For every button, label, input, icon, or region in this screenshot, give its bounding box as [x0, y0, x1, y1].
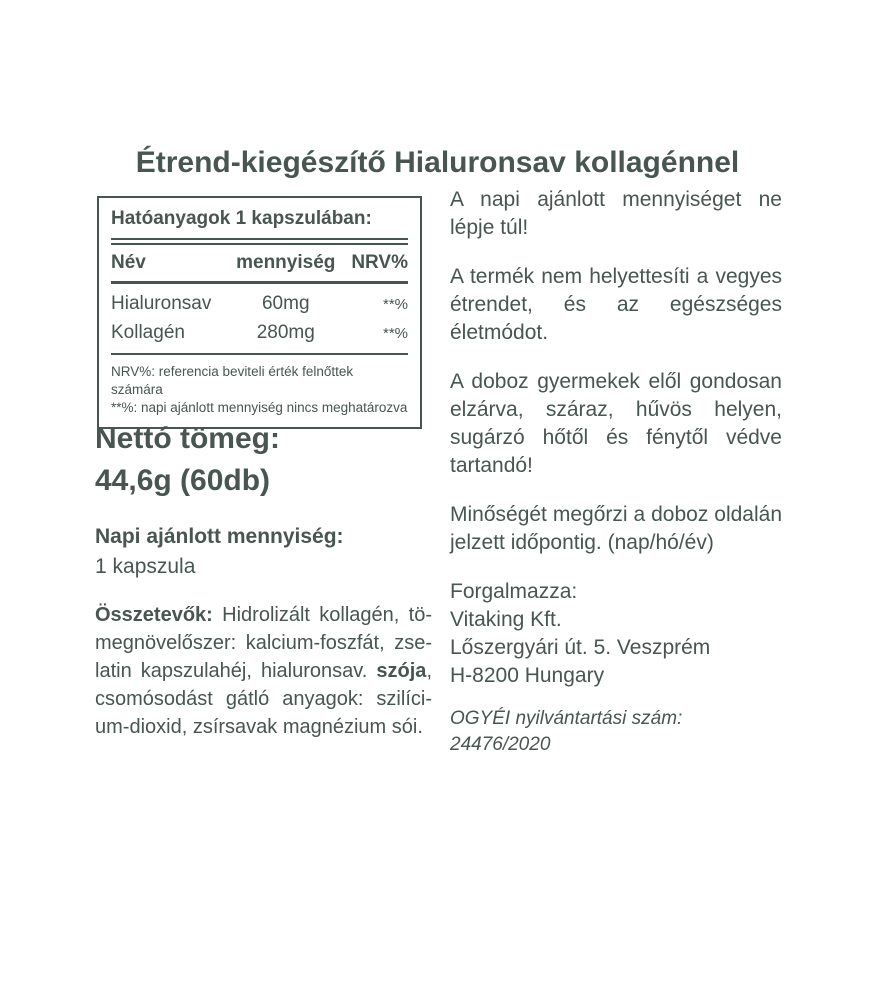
distributor-company: Vitaking Kft. [450, 608, 562, 631]
net-weight-label: Nettó tömeg: [95, 422, 280, 455]
table-row [111, 322, 408, 344]
ingredient-name: Kollagén [111, 322, 185, 343]
column-header-nrv: NRV% [351, 252, 408, 273]
best-before-notice: Minőségét megőrzi a doboz oldalán jelzett időpontig. (nap/hó/év) [450, 503, 782, 554]
net-weight-block [95, 418, 280, 502]
ingredient-nrv: **% [382, 325, 408, 342]
distributor-country: H-8200 Hungary [450, 664, 605, 687]
table-header-row [111, 252, 408, 274]
thin-rule-divider [111, 353, 408, 355]
table-footnote-asterisk: **%: napi ajánlott mennyiség nincs meghatározva [111, 400, 408, 415]
registration-number: OGYÉI nyilvántartási szám: 24476/2020 [450, 708, 683, 755]
ingredient-nrv: **% [382, 296, 408, 313]
ingredient-name: Hialuronsav [111, 293, 212, 314]
storage-instructions: A doboz gyermekek elől gondosan elzárva, száraz, hűvös helyen, sugárzó hőtől és fénytől védve tartandó! [450, 370, 782, 477]
net-weight-value: 44,6g (60db) [95, 464, 271, 497]
page-title: Étrend-kiegészítő Hialuronsav kollagénnel [135, 146, 740, 179]
ingredient-amount: 280mg [256, 322, 315, 343]
column-header-name: Név [111, 252, 146, 273]
column-header-amount: mennyiség [236, 252, 336, 273]
distributor-label: Forgalmazza: [450, 580, 578, 603]
notice-varied-diet: A termék nem helyettesíti a vegyes étrendet, és az egészséges életmódot. [450, 265, 782, 344]
ingredients-label: Összetevők: [95, 604, 213, 626]
ingredients-allergen: szója [376, 660, 427, 682]
distributor-address: Lőszergyári út. 5. Veszprém [450, 636, 711, 659]
distributor-block [450, 578, 782, 690]
ingredients-text-after: , csomósodást gátló anyagok: szilícium-dioxid, zsírsavak magnézium sói. [95, 660, 432, 738]
supplement-facts-table [97, 196, 422, 429]
table-title: Hatóanyagok 1 kapszulában: [111, 208, 372, 229]
warning-daily-limit: A napi ajánlott mennyiséget ne lépje túl! [450, 188, 782, 239]
daily-amount-value: 1 kapszula [95, 555, 196, 578]
ingredients-paragraph [95, 601, 432, 741]
daily-amount-block [95, 522, 344, 582]
right-column [450, 186, 782, 758]
table-row [111, 293, 408, 315]
table-footnote-nrv: NRV%: referencia beviteli érték felnőttek számára [111, 364, 354, 397]
ingredient-amount: 60mg [261, 293, 310, 314]
ingredients-text-before: Hidrolizált kollagén, tömegnövelőszer: kalcium-foszfát, zselatin kapszulahéj, hialuronsav. [95, 604, 432, 682]
double-rule-divider [111, 238, 408, 245]
thick-rule-divider [111, 281, 408, 284]
daily-amount-label: Napi ajánlott mennyiség: [95, 525, 344, 548]
